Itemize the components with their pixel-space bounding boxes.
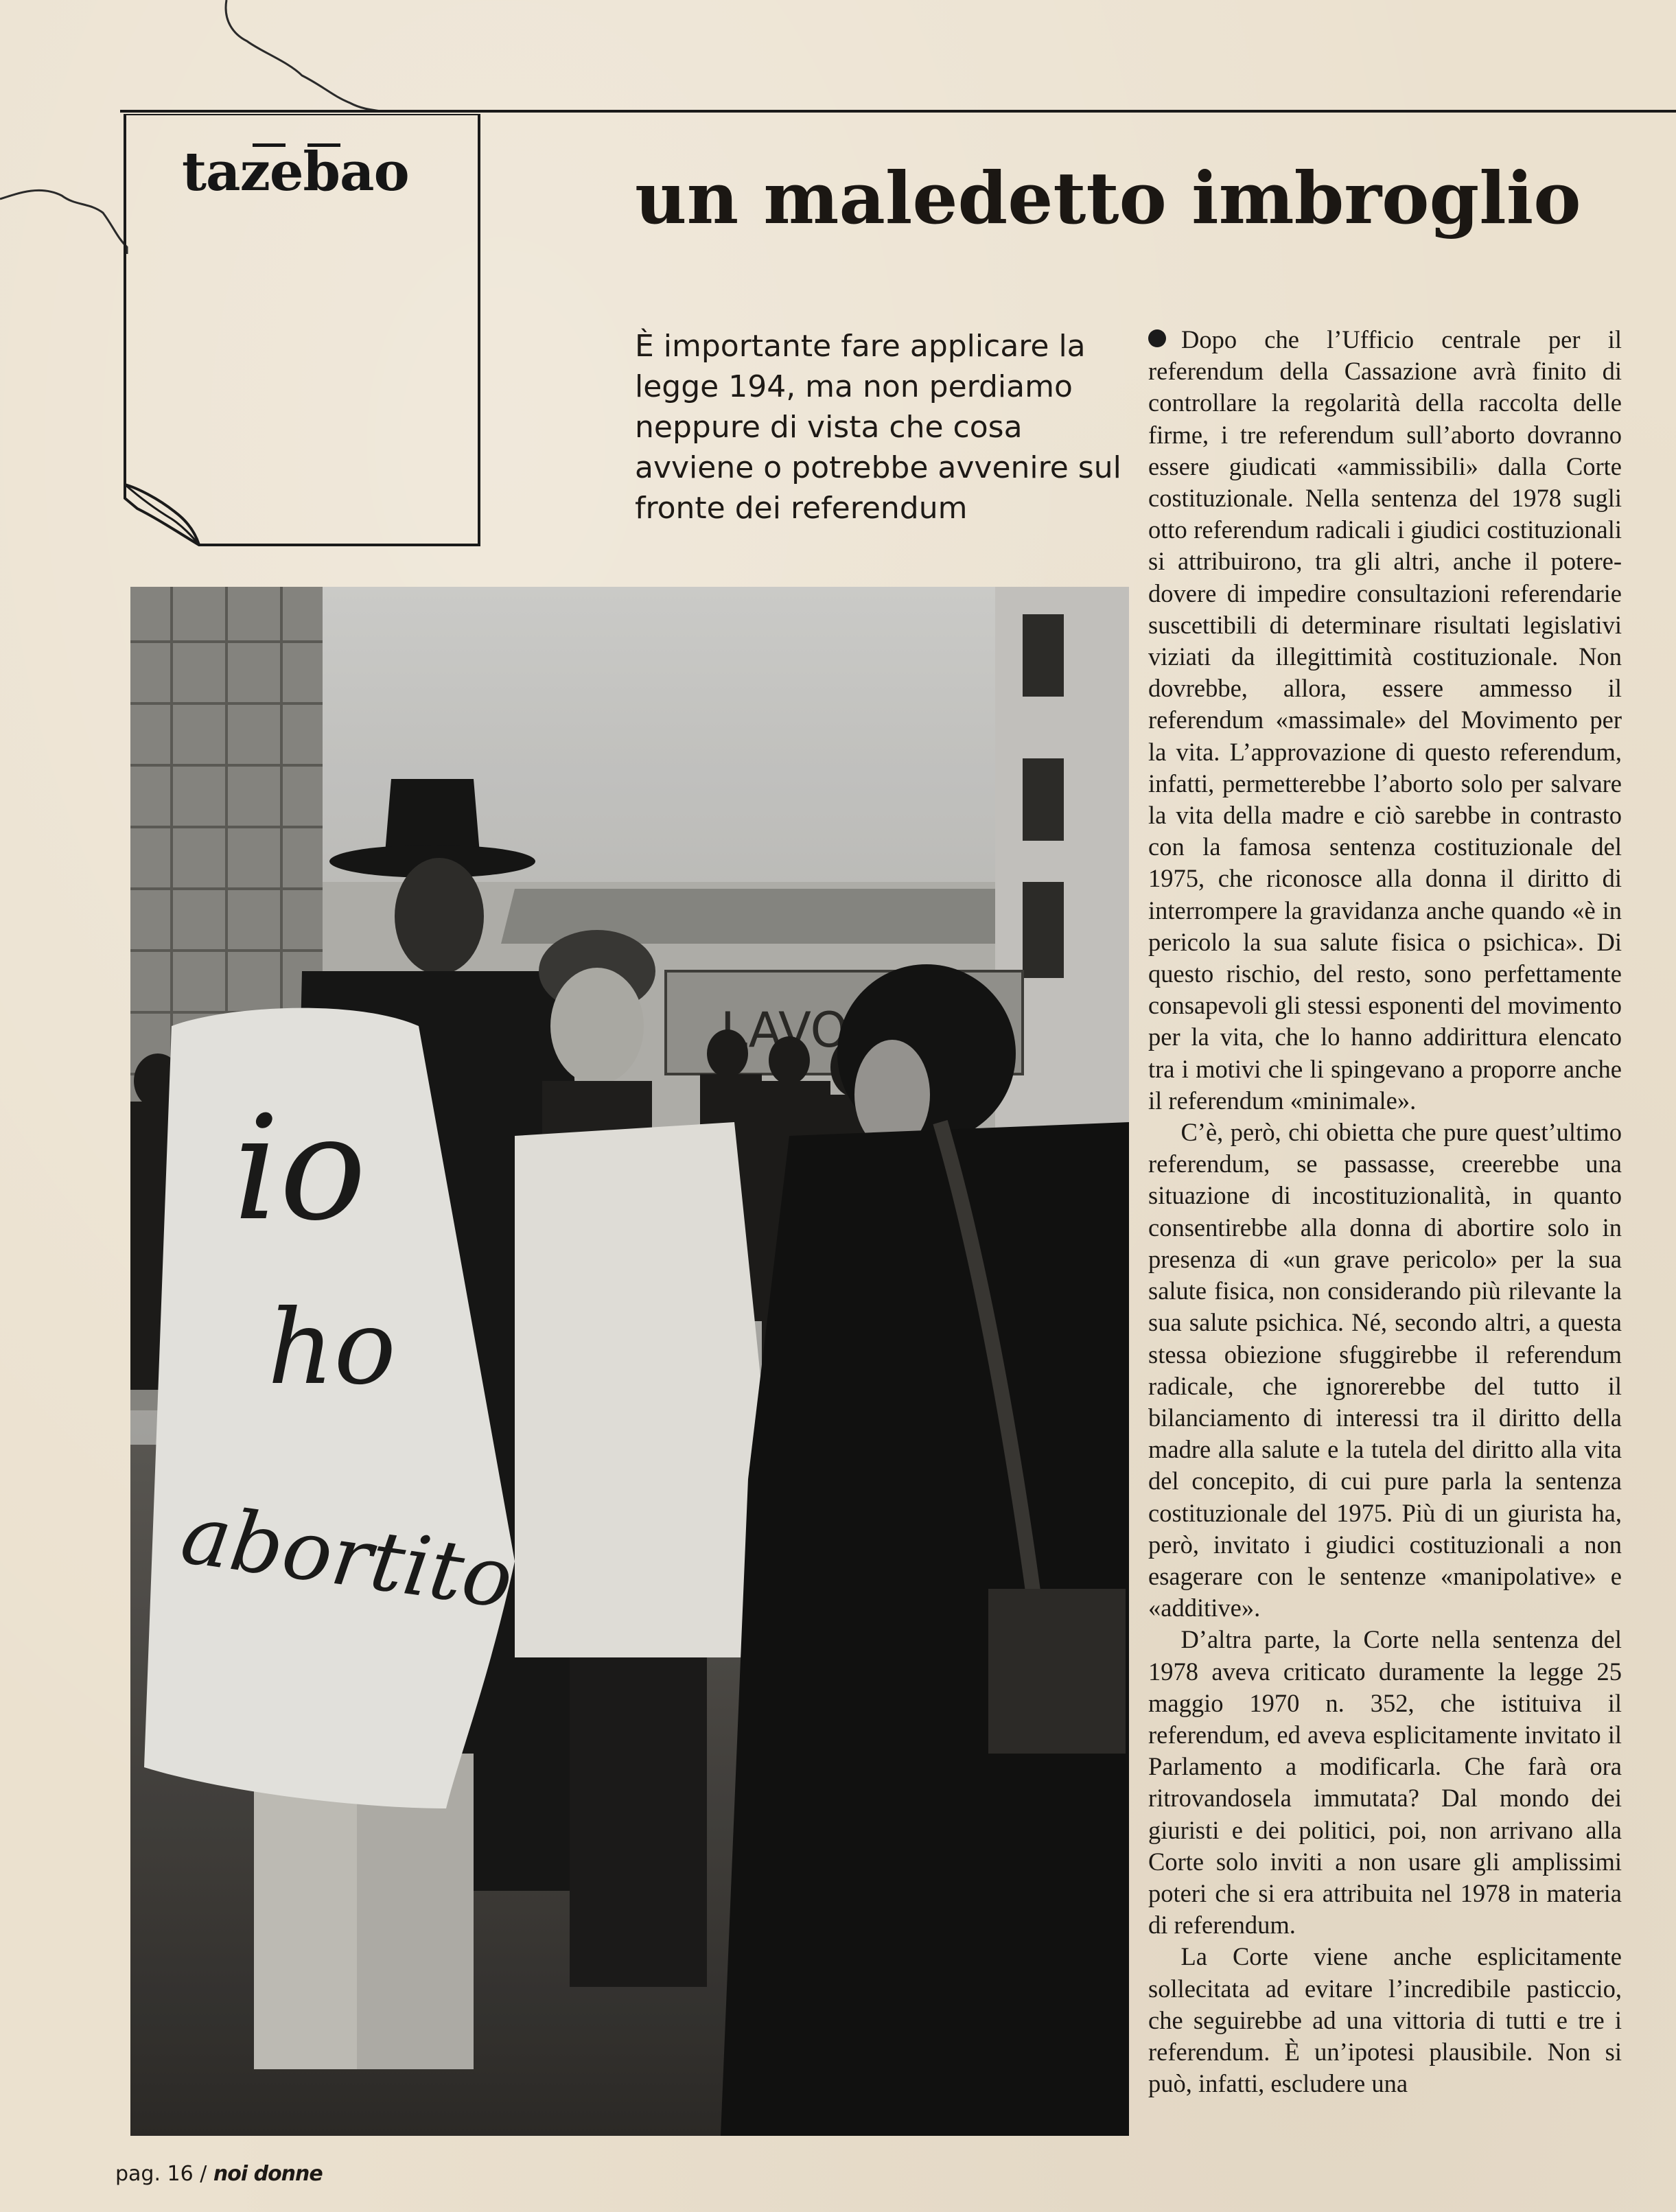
grain-overlay: [130, 587, 1129, 2136]
body-paragraph-2: C’è, però, chi obietta che pure quest’ultimo referendum, se passasse, creerebbe una situazione di incostituzionalità, in quanto consentirebbe alla donna di abortire solo in presenza di «un grave pericolo» per la sua salute fisica, non considerando più rilevante la sua salute psichica. Né, secondo altri, a questa stessa obiezione sfuggirebbe il referendum radicale, che ignorerebbe del tutto il bilanciamento di interessi tra il diritto della madre alla salute e la tutela del diritto alla vita del concepito, di cui pure parla la sentenza costituzionale del 1975. Più di un giurista ha, però, invitato i giudici costituzionali a non esagerare con le sentenze «manipolative» e «additive».: [1148, 1118, 1622, 1622]
article-title: un maledetto imbroglio: [635, 156, 1581, 240]
body-paragraph-1: [1148, 324, 1622, 1117]
page-number: pag. 16 /: [115, 2162, 207, 2186]
bullet-icon: [1148, 329, 1166, 347]
protest-photo-illustration: [130, 587, 1129, 2136]
protest-photo: [130, 587, 1129, 2136]
magazine-name: noi donne: [213, 2162, 323, 2186]
body-paragraph-1-text: Dopo che l’Ufficio centrale per il referendum della Cassazione avrà finito di controllare la regolarità della raccolta delle firme, i tre referendum sull’aborto dovranno essere giudicati «ammissibili» dalla Corte costituzionale. Nella sentenza del 1978 sugli otto referendum radicali i giudici costituzionali si attribuirono, tra gli altri, anche il potere-dovere di impedire consultazioni referendarie suscettibili di determinare risultati legislativi viziati da illegittimità costituzionale. Non dovrebbe, allora, essere ammesso il referendum «massimale» del Movimento per la vita. L’approvazione di questo referendum, infatti, permetterebbe l’aborto solo per salvare la vita della madre e ciò sarebbe in contrasto con la famosa sentenza costituzionale del 1975, che riconosce alla donna il diritto di interrompere la gravidanza anche quando «è in pericolo la sua salute fisica o psichica». Di questo rischio, del resto, sono perfettamente consapevoli gli stessi esponenti del movimento per la vita, che lo hanno addirittura elencato tra i motivi che li spingevano a proporre anche il referendum «minimale».: [1148, 325, 1622, 1115]
page-footer: [115, 2162, 323, 2186]
header-rule: [120, 110, 1676, 113]
article-deck: È importante fare applicare la legge 194, ma non perdiamo neppure di vista che cosa avviene o potrebbe avvenire sul fronte dei referendum: [635, 329, 1121, 526]
body-paragraph-4: La Corte viene anche esplicitamente sollecitata ad evitare l’incredibile pasticcio, che seguirebbe ad una vittoria di tutti e tre i referendum. È un’ipotesi plausibile. Non si può, infatti, escludere una: [1148, 1942, 1622, 2098]
article-body: [1148, 324, 1622, 2099]
body-paragraph-3: D’altra parte, la Corte nella sentenza del 1978 aveva criticato duramente la legge 25 maggio 1970 n. 352, che istituiva il referendum, ed aveva esplicitamente invitato il Parlamento a modificarla. Che farà ora ritrovandosela immutata? Dal mondo dei giuristi e dei politici, poi, non arrivano alla Corte solo inviti a non usare gli amplissimi poteri che si era attribuita nel 1978 in materia di referendum.: [1148, 1625, 1622, 1940]
section-label: tazebao: [182, 141, 409, 203]
